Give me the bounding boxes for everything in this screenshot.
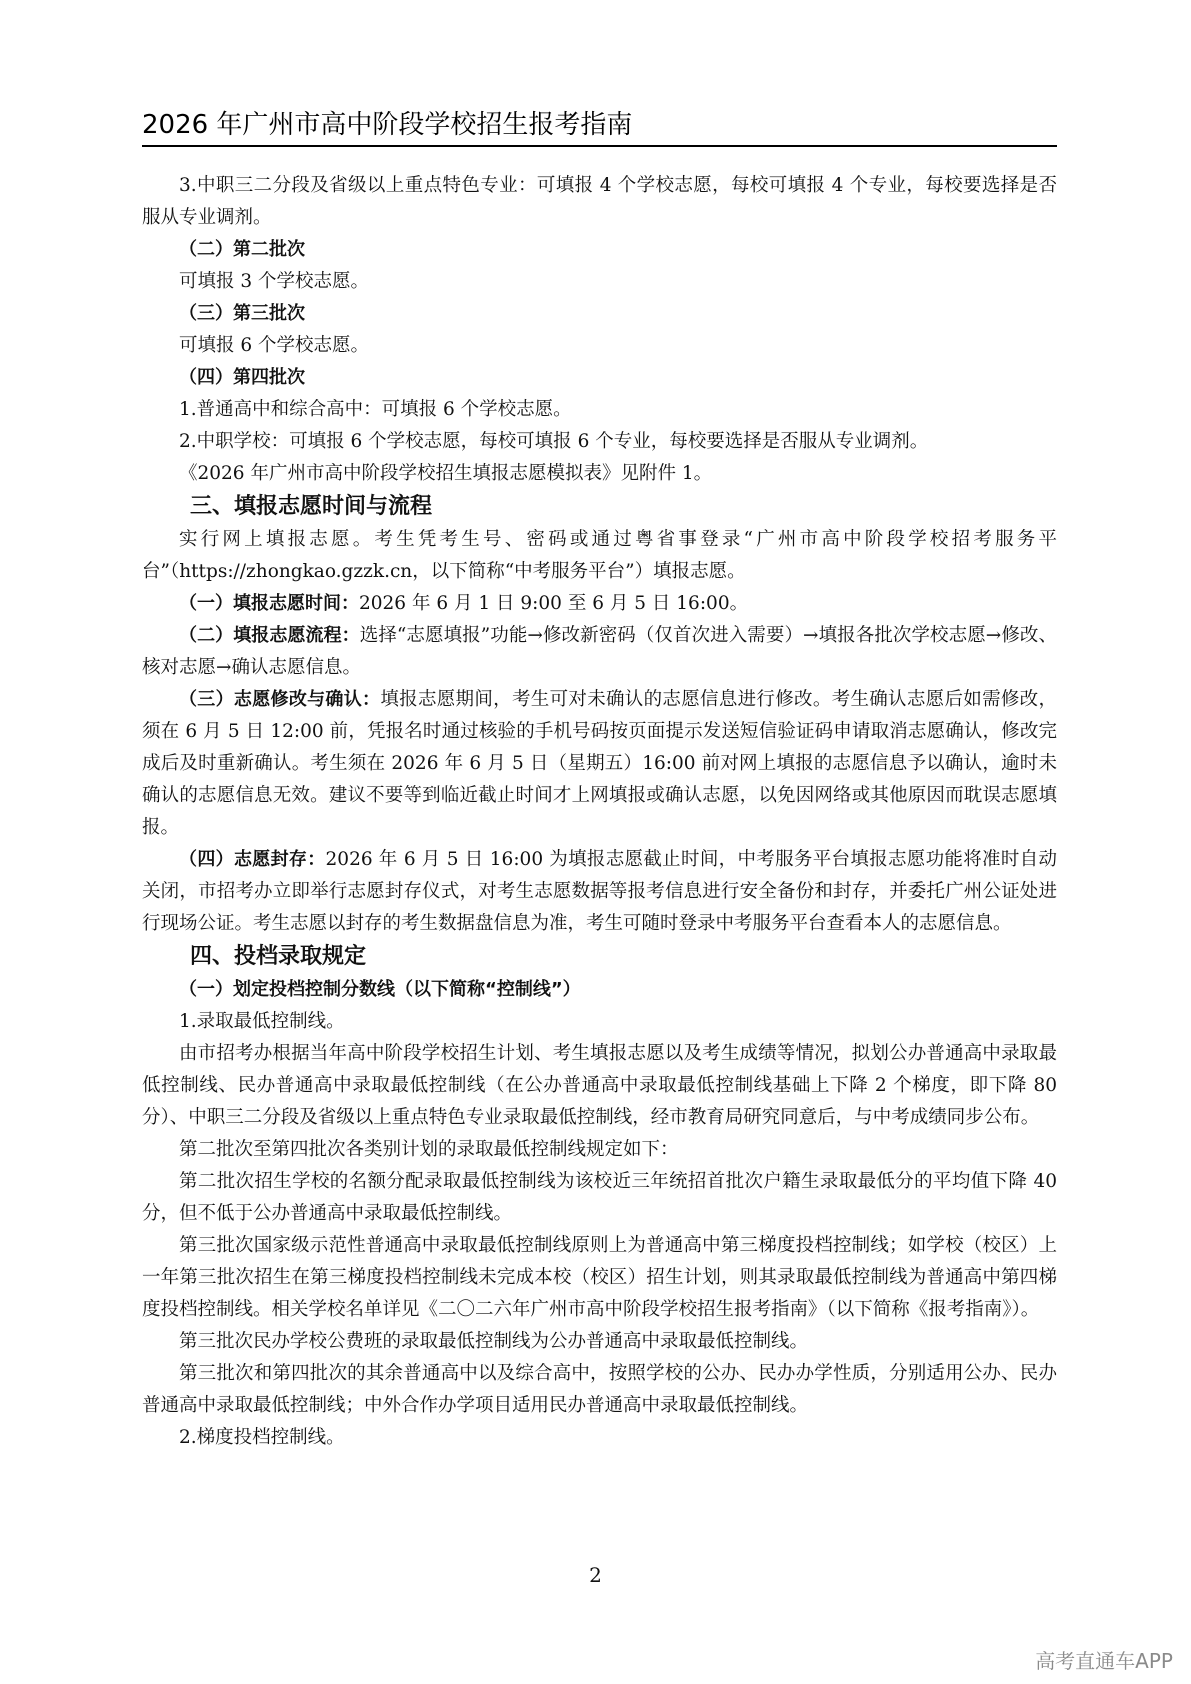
paragraph: 第三批次国家级示范性普通高中录取最低控制线原则上为普通高中第三梯度投档控制线；如学校（校区）上一年第三批次招生在第三梯度投档控制线未完成本校（校区）招生计划，则其录取最低控制线为普通高中第四梯度投档控制线。相关学校名单详见《二〇二六年广州市高中阶段学校招生报考指南》（以下简称《报考指南》）。: [142, 1235, 1057, 1320]
paragraph: [142, 684, 1057, 844]
paragraph: 第二批次招生学校的名额分配录取最低控制线为该校近三年统招首批次户籍生录取最低分的平均值下降 40 分，但不低于公办普通高中录取最低控制线。: [142, 1171, 1057, 1224]
paragraph-text: 填报志愿期间，考生可对未确认的志愿信息进行修改。考生确认志愿后如需修改，须在 6 月 5 日 12:00 前，凭报名时通过核验的手机号码按页面提示发送短信验证码申请取消志愿确认，修改完成后及时重新确认。考生须在 2026 年 6 月 5 日（星期五）16:00 前对网上填报的志愿信息予以确认，逾时未确认的志愿信息无效。建议不要等到临近截止时间才上网填报或确认志愿，以免因网络或其他原因而耽误志愿填报。: [142, 689, 1057, 838]
subsection-heading: （三）第三批次: [179, 303, 305, 324]
paragraph-text: 2026 年 6 月 5 日 16:00 为填报志愿截止时间，中考服务平台填报志愿功能将准时自动关闭，市招考办立即举行志愿封存仪式，对考生志愿数据等报考信息进行安全备份和封存，并委托广州公证处进行现场公证。考生志愿以封存的考生数据盘信息为准，考生可随时登录中考服务平台查看本人的志愿信息。: [142, 849, 1057, 934]
paragraph-lead: （一）填报志愿时间：: [179, 593, 359, 614]
paragraph: 3.中职三二分段及省级以上重点特色专业：可填报 4 个学校志愿，每校可填报 4 个专业，每校要选择是否服从专业调剂。: [142, 175, 1057, 228]
paragraph: 可填报 3 个学校志愿。: [179, 271, 370, 292]
paragraph-lead: （四）志愿封存：: [179, 849, 326, 870]
paragraph: 第三批次民办学校公费班的录取最低控制线为公办普通高中录取最低控制线。: [179, 1331, 809, 1352]
document-body: [142, 170, 1057, 1454]
paragraph: 实行网上填报志愿。考生凭考生号、密码或通过粤省事登录“广州市高中阶段学校招考服务平台”（https://zhongkao.gzzk.cn，以下简称“中考服务平台”）填报志愿。: [142, 529, 1057, 582]
paragraph: [142, 588, 1057, 620]
subsection-heading: （四）第四批次: [179, 367, 305, 388]
subsection-heading: （二）第二批次: [179, 239, 305, 260]
app-watermark: 高考直通车APP: [1035, 1649, 1173, 1673]
paragraph: [142, 620, 1057, 684]
paragraph: 第三批次和第四批次的其余普通高中以及综合高中，按照学校的公办、民办办学性质，分别适用公办、民办普通高中录取最低控制线；中外合作办学项目适用民办普通高中录取最低控制线。: [142, 1363, 1057, 1416]
paragraph: 第二批次至第四批次各类别计划的录取最低控制线规定如下：: [179, 1139, 679, 1160]
paragraph-text: 2026 年 6 月 1 日 9:00 至 6 月 5 日 16:00。: [359, 593, 749, 614]
section-heading: 四、投档录取规定: [190, 944, 367, 969]
document-header-title: 2026 年广州市高中阶段学校招生报考指南: [142, 110, 633, 140]
paragraph-lead: （二）填报志愿流程：: [179, 625, 360, 646]
paragraph: [142, 844, 1057, 940]
subsection-heading: （一）划定投档控制分数线（以下简称“控制线”）: [179, 979, 581, 1000]
page-number: 2: [589, 1563, 602, 1587]
header-rule: [142, 145, 1057, 147]
paragraph: 1.普通高中和综合高中：可填报 6 个学校志愿。: [179, 399, 572, 420]
paragraph: 2.梯度投档控制线。: [179, 1427, 345, 1448]
paragraph-text: 选择“志愿填报”功能→修改新密码（仅首次进入需要）→填报各批次学校志愿→修改、核对志愿→确认志愿信息。: [142, 625, 1058, 678]
paragraph-lead: （三）志愿修改与确认：: [179, 689, 381, 710]
paragraph: 1.录取最低控制线。: [179, 1011, 345, 1032]
paragraph: 2.中职学校：可填报 6 个学校志愿，每校可填报 6 个专业，每校要选择是否服从专业调剂。: [179, 431, 929, 452]
section-heading: 三、填报志愿时间与流程: [190, 494, 433, 519]
paragraph: 由市招考办根据当年高中阶段学校招生计划、考生填报志愿以及考生成绩等情况，拟划公办普通高中录取最低控制线、民办普通高中录取最低控制线（在公办普通高中录取最低控制线基础上下降 2 个梯度，即下降 80 分）、中职三二分段及省级以上重点特色专业录取最低控制线，经市教育局研究同意后，与中考成绩同步公布。: [142, 1043, 1057, 1128]
paragraph: 《2026 年广州市高中阶段学校招生填报志愿模拟表》见附件 1。: [179, 463, 713, 484]
paragraph: 可填报 6 个学校志愿。: [179, 335, 370, 356]
